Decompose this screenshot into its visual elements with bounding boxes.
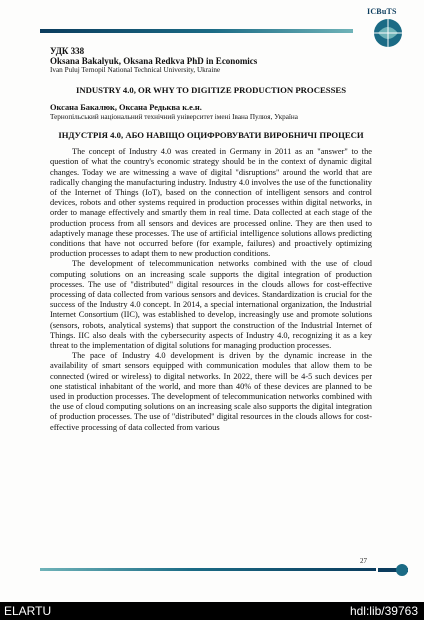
footer-rule [40,568,376,571]
handle-link[interactable]: hdl:lib/39763 [349,604,418,618]
article-body [50,46,372,433]
repository-link[interactable]: ELARTU [4,604,52,618]
affiliation-ua: Тернопільський національний технічний університет імені Івана Пулюя, Україна [50,113,298,122]
logo-text: ICBuTS [367,7,397,16]
paragraph-2: The development of telecommunication networks combined with the use of cloud computing solutions on an increasing scale supports the digital integration of production processes. The use of "distributed" digital resources in the clouds allows for cost-effective processing of data collected from various sensors and devices. Standardization is crucial for the success of the Industry 4.0 concept. In 2014, a special international organization, the Industrial Internet Consortium (IIC), was established to develop, increasingly use and promote solutions (sensors, robots, analytical systems) that support the construction of the Industrial Internet of Things. IIC also deals with the cybersecurity aspects of Industry 4.0, recognizing it as a key threat to the implementation of digital solutions for managing production processes. [50,259,372,351]
header-rule [40,29,353,33]
paragraph-1: The concept of Industry 4.0 was created in Germany in 2011 as an "answer" to the question of what the country's economic strategy should be in the context of dynamic digital changes. Today we are witnessing a wave of digital "disruptions" around the world that are radically changing the manufacturing industry. Industry 4.0 involves the use of the functionality of the Internet of Things (IoT), based on the connection of intelligent sensors and control devices, robots and other systems required in production processes within digital networks, in order to manage effectively and smartly them in real time. Data collected at each stage of the production process from all sensors and devices are processed online. They are then used to adaptively manage these processes. The use of artificial intelligence solutions allows predicting conditions that have not occurred before (for example, failures) and proactively optimizing production processes to adapt them to new production conditions. [50,147,372,259]
authors-en: Oksana Bakalyuk, Oksana Redkva PhD in Economics [50,56,258,66]
page-number: 27 [360,557,367,565]
title-ua: ІНДУСТРІЯ 4.0, АБО НАВІЩО ОЦИФРОВУВАТИ ВИРОБНИЧІ ПРОЦЕСИ [58,130,364,141]
title-en: INDUSTRY 4.0, OR WHY TO DIGITIZE PRODUCTION PROCESSES [75,85,347,95]
udk-code: УДК 338 [50,46,85,56]
paragraph-3: The pace of Industry 4.0 development is driven by the dynamic increase in the availability of smart sensors equipped with communication modules that allow them to be connected (wired or wireless) to digital networks. In 2022, there will be 4-5 such devices per one statistical inhabitant of the world, and more than 40% of these devices are planned to be used in production processes. The development of telecommunication networks combined with the use of cloud computing solutions on an increasing scale also supports the digital integration of production processes. The use of "distributed" digital resources in the clouds allows for cost-effective processing of data collected from various [50,351,372,432]
affiliation-en: Ivan Puluj Ternopil National Technical University, Ukraine [50,66,221,74]
authors-ua: Оксана Бакалюк, Оксана Редьква к.е.н. [50,103,202,113]
footer-ornament-icon [378,560,408,580]
